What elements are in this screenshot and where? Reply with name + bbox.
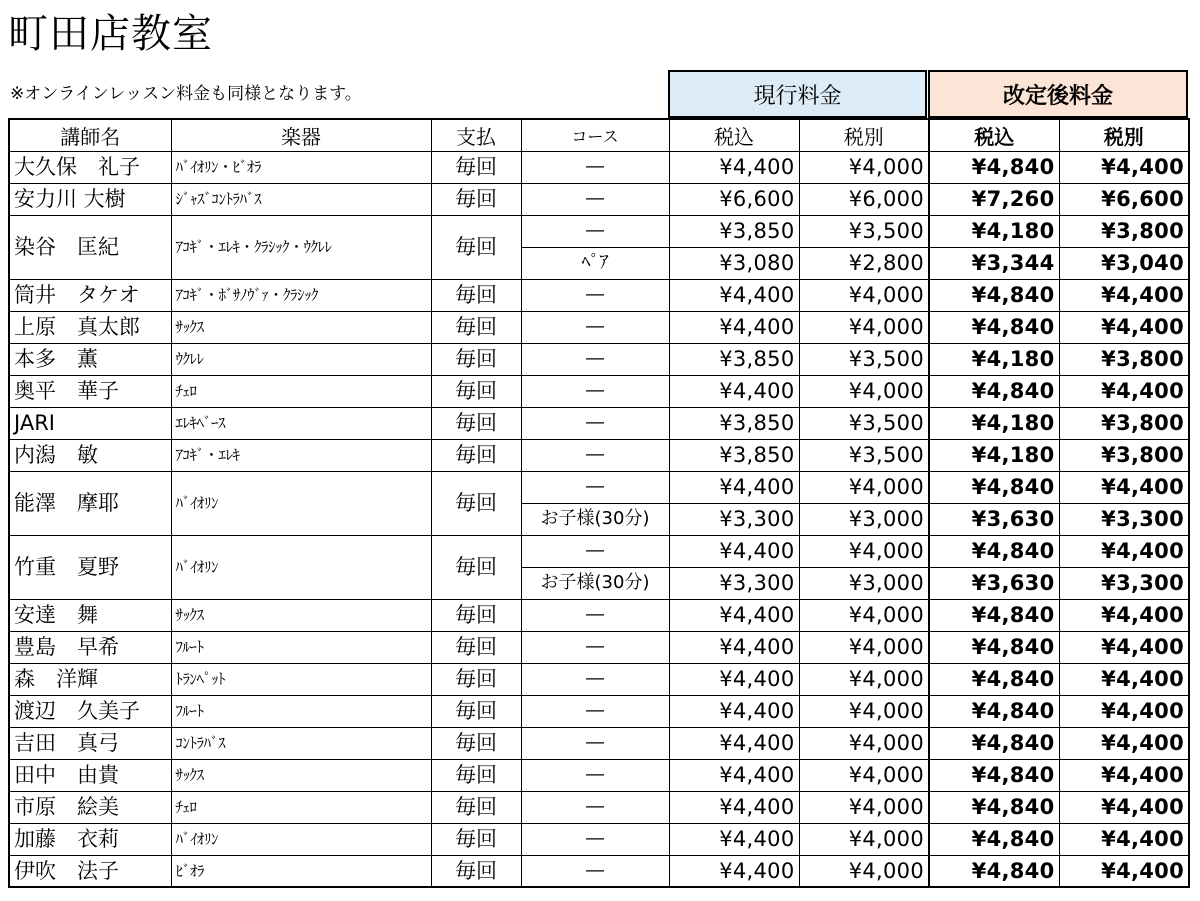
course: ― bbox=[521, 215, 669, 247]
revised-price-tax-excluded: ¥4,400 bbox=[1059, 151, 1189, 183]
table-row bbox=[9, 343, 1189, 375]
current-price-tax-included: ¥4,400 bbox=[669, 535, 799, 567]
current-price-tax-included: ¥3,850 bbox=[669, 439, 799, 471]
table-row bbox=[9, 151, 1189, 183]
instrument: ﾁｪﾛ bbox=[171, 375, 431, 407]
current-price-tax-included: ¥4,400 bbox=[669, 695, 799, 727]
payment-type: 毎回 bbox=[431, 215, 521, 279]
teacher-name: 上原 真太郎 bbox=[9, 311, 171, 343]
table-row bbox=[9, 791, 1189, 823]
course: ― bbox=[521, 183, 669, 215]
course: ― bbox=[521, 311, 669, 343]
page-title: 町田店教室 bbox=[8, 11, 213, 57]
instrument: ﾊﾞｲｵﾘﾝ bbox=[171, 535, 431, 599]
instrument: ｱｺｷﾞ・ﾎﾞｻﾉｳﾞｧ・ｸﾗｼｯｸ bbox=[171, 279, 431, 311]
current-price-tax-included: ¥4,400 bbox=[669, 759, 799, 791]
col-header-revised-tax-ex: 税別 bbox=[1059, 119, 1189, 151]
current-price-tax-excluded: ¥4,000 bbox=[799, 599, 929, 631]
table-row bbox=[9, 631, 1189, 663]
revised-price-tax-included: ¥7,260 bbox=[929, 183, 1059, 215]
teacher-name: JARI bbox=[9, 407, 171, 439]
course: ― bbox=[521, 279, 669, 311]
revised-price-tax-excluded: ¥4,400 bbox=[1059, 759, 1189, 791]
revised-price-tax-excluded: ¥4,400 bbox=[1059, 631, 1189, 663]
instrument: ｱｺｷﾞ・ｴﾚｷ bbox=[171, 439, 431, 471]
course: ﾍﾟｱ bbox=[521, 247, 669, 279]
payment-type: 毎回 bbox=[431, 343, 521, 375]
col-header-revised-tax-in: 税込 bbox=[929, 119, 1059, 151]
course: ― bbox=[521, 343, 669, 375]
current-price-tax-excluded: ¥4,000 bbox=[799, 151, 929, 183]
course: ― bbox=[521, 663, 669, 695]
table-row bbox=[9, 311, 1189, 343]
current-price-tax-included: ¥3,850 bbox=[669, 407, 799, 439]
revised-price-tax-included: ¥4,840 bbox=[929, 535, 1059, 567]
current-price-tax-included: ¥4,400 bbox=[669, 471, 799, 503]
revised-price-tax-included: ¥4,840 bbox=[929, 631, 1059, 663]
table-row bbox=[9, 535, 1189, 567]
course: ― bbox=[521, 151, 669, 183]
instrument: ﾌﾙｰﾄ bbox=[171, 695, 431, 727]
payment-type: 毎回 bbox=[431, 695, 521, 727]
current-price-tax-included: ¥4,400 bbox=[669, 279, 799, 311]
payment-type: 毎回 bbox=[431, 823, 521, 855]
revised-price-tax-included: ¥4,180 bbox=[929, 215, 1059, 247]
revised-price-tax-excluded: ¥3,040 bbox=[1059, 247, 1189, 279]
revised-price-tax-excluded: ¥4,400 bbox=[1059, 791, 1189, 823]
teacher-name: 伊吹 法子 bbox=[9, 855, 171, 887]
table-row bbox=[9, 183, 1189, 215]
current-price-tax-excluded: ¥3,000 bbox=[799, 567, 929, 599]
revised-price-tax-excluded: ¥4,400 bbox=[1059, 823, 1189, 855]
teacher-name: 安達 舞 bbox=[9, 599, 171, 631]
table-row bbox=[9, 215, 1189, 247]
payment-type: 毎回 bbox=[431, 791, 521, 823]
table-row bbox=[9, 375, 1189, 407]
table-row bbox=[9, 759, 1189, 791]
col-header-teacher: 講師名 bbox=[9, 119, 171, 151]
current-price-tax-excluded: ¥4,000 bbox=[799, 855, 929, 887]
revised-price-tax-included: ¥4,840 bbox=[929, 311, 1059, 343]
current-price-tax-excluded: ¥3,000 bbox=[799, 503, 929, 535]
payment-type: 毎回 bbox=[431, 855, 521, 887]
current-price-tax-included: ¥4,400 bbox=[669, 311, 799, 343]
table-row bbox=[9, 823, 1189, 855]
table-row bbox=[9, 407, 1189, 439]
current-price-tax-excluded: ¥3,500 bbox=[799, 439, 929, 471]
current-price-tax-included: ¥3,300 bbox=[669, 503, 799, 535]
current-price-tax-included: ¥3,850 bbox=[669, 215, 799, 247]
instrument: ｼﾞｬｽﾞｺﾝﾄﾗﾊﾞｽ bbox=[171, 183, 431, 215]
col-header-course: コース bbox=[521, 119, 669, 151]
current-fee-header: 現行料金 bbox=[668, 70, 927, 118]
course: ― bbox=[521, 631, 669, 663]
course: ― bbox=[521, 759, 669, 791]
revised-price-tax-excluded: ¥4,400 bbox=[1059, 695, 1189, 727]
revised-price-tax-included: ¥4,840 bbox=[929, 471, 1059, 503]
teacher-name: 筒井 タケオ bbox=[9, 279, 171, 311]
revised-price-tax-excluded: ¥3,300 bbox=[1059, 567, 1189, 599]
instrument: ｻｯｸｽ bbox=[171, 311, 431, 343]
payment-type: 毎回 bbox=[431, 279, 521, 311]
current-price-tax-included: ¥4,400 bbox=[669, 727, 799, 759]
revised-price-tax-included: ¥3,344 bbox=[929, 247, 1059, 279]
current-price-tax-included: ¥4,400 bbox=[669, 599, 799, 631]
payment-type: 毎回 bbox=[431, 311, 521, 343]
payment-type: 毎回 bbox=[431, 727, 521, 759]
revised-price-tax-excluded: ¥4,400 bbox=[1059, 279, 1189, 311]
teacher-name: 市原 絵美 bbox=[9, 791, 171, 823]
course: ― bbox=[521, 599, 669, 631]
revised-price-tax-included: ¥4,840 bbox=[929, 855, 1059, 887]
current-price-tax-excluded: ¥4,000 bbox=[799, 279, 929, 311]
payment-type: 毎回 bbox=[431, 471, 521, 535]
revised-price-tax-excluded: ¥4,400 bbox=[1059, 663, 1189, 695]
course: ― bbox=[521, 695, 669, 727]
course: ― bbox=[521, 439, 669, 471]
current-price-tax-excluded: ¥3,500 bbox=[799, 407, 929, 439]
current-price-tax-included: ¥4,400 bbox=[669, 663, 799, 695]
instrument: ｺﾝﾄﾗﾊﾞｽ bbox=[171, 727, 431, 759]
instrument: ｻｯｸｽ bbox=[171, 759, 431, 791]
current-price-tax-excluded: ¥6,000 bbox=[799, 183, 929, 215]
payment-type: 毎回 bbox=[431, 535, 521, 599]
instrument: ﾊﾞｲｵﾘﾝ・ﾋﾞｵﾗ bbox=[171, 151, 431, 183]
table-row bbox=[9, 471, 1189, 503]
payment-type: 毎回 bbox=[431, 183, 521, 215]
current-price-tax-excluded: ¥4,000 bbox=[799, 471, 929, 503]
teacher-name: 染谷 匡紀 bbox=[9, 215, 171, 279]
current-price-tax-included: ¥4,400 bbox=[669, 823, 799, 855]
current-price-tax-included: ¥4,400 bbox=[669, 151, 799, 183]
revised-price-tax-included: ¥4,180 bbox=[929, 343, 1059, 375]
revised-price-tax-excluded: ¥4,400 bbox=[1059, 855, 1189, 887]
teacher-name: 本多 薫 bbox=[9, 343, 171, 375]
current-price-tax-excluded: ¥4,000 bbox=[799, 823, 929, 855]
teacher-name: 大久保 礼子 bbox=[9, 151, 171, 183]
teacher-name: 田中 由貴 bbox=[9, 759, 171, 791]
current-price-tax-included: ¥3,300 bbox=[669, 567, 799, 599]
table-row bbox=[9, 695, 1189, 727]
teacher-name: 加藤 衣莉 bbox=[9, 823, 171, 855]
current-price-tax-excluded: ¥2,800 bbox=[799, 247, 929, 279]
revised-price-tax-included: ¥4,840 bbox=[929, 375, 1059, 407]
revised-price-tax-excluded: ¥3,800 bbox=[1059, 407, 1189, 439]
table-row bbox=[9, 439, 1189, 471]
revised-price-tax-excluded: ¥4,400 bbox=[1059, 375, 1189, 407]
table-row bbox=[9, 855, 1189, 887]
revised-price-tax-excluded: ¥4,400 bbox=[1059, 535, 1189, 567]
payment-type: 毎回 bbox=[431, 759, 521, 791]
course: ― bbox=[521, 407, 669, 439]
revised-price-tax-excluded: ¥3,800 bbox=[1059, 343, 1189, 375]
table-row bbox=[9, 279, 1189, 311]
revised-price-tax-included: ¥4,840 bbox=[929, 279, 1059, 311]
col-header-current-tax-in: 税込 bbox=[669, 119, 799, 151]
instrument: ｻｯｸｽ bbox=[171, 599, 431, 631]
current-price-tax-excluded: ¥3,500 bbox=[799, 215, 929, 247]
course: ― bbox=[521, 727, 669, 759]
teacher-name: 森 洋輝 bbox=[9, 663, 171, 695]
current-price-tax-included: ¥4,400 bbox=[669, 791, 799, 823]
course: お子様(30分) bbox=[521, 503, 669, 535]
instrument: ﾊﾞｲｵﾘﾝ bbox=[171, 471, 431, 535]
revised-price-tax-excluded: ¥3,300 bbox=[1059, 503, 1189, 535]
instrument: ﾄﾗﾝﾍﾟｯﾄ bbox=[171, 663, 431, 695]
instrument: ﾊﾞｲｵﾘﾝ bbox=[171, 823, 431, 855]
teacher-name: 内潟 敏 bbox=[9, 439, 171, 471]
current-price-tax-included: ¥3,850 bbox=[669, 343, 799, 375]
col-header-instrument: 楽器 bbox=[171, 119, 431, 151]
revised-price-tax-excluded: ¥4,400 bbox=[1059, 471, 1189, 503]
revised-price-tax-included: ¥4,840 bbox=[929, 695, 1059, 727]
revised-price-tax-included: ¥3,630 bbox=[929, 567, 1059, 599]
current-price-tax-excluded: ¥3,500 bbox=[799, 343, 929, 375]
revised-price-tax-excluded: ¥3,800 bbox=[1059, 439, 1189, 471]
payment-type: 毎回 bbox=[431, 151, 521, 183]
current-price-tax-excluded: ¥4,000 bbox=[799, 375, 929, 407]
col-header-current-tax-ex: 税別 bbox=[799, 119, 929, 151]
revised-price-tax-included: ¥4,840 bbox=[929, 599, 1059, 631]
current-price-tax-included: ¥4,400 bbox=[669, 855, 799, 887]
current-price-tax-excluded: ¥4,000 bbox=[799, 791, 929, 823]
course: ― bbox=[521, 855, 669, 887]
teacher-name: 能澤 摩耶 bbox=[9, 471, 171, 535]
current-price-tax-excluded: ¥4,000 bbox=[799, 727, 929, 759]
current-price-tax-included: ¥6,600 bbox=[669, 183, 799, 215]
current-price-tax-included: ¥4,400 bbox=[669, 631, 799, 663]
fee-table-body bbox=[9, 151, 1189, 887]
column-header-row bbox=[9, 119, 1189, 151]
revised-price-tax-included: ¥4,840 bbox=[929, 791, 1059, 823]
payment-type: 毎回 bbox=[431, 599, 521, 631]
course: ― bbox=[521, 471, 669, 503]
revised-price-tax-included: ¥4,840 bbox=[929, 727, 1059, 759]
table-row bbox=[9, 663, 1189, 695]
instrument: ｱｺｷﾞ・ｴﾚｷ・ｸﾗｼｯｸ・ｳｸﾚﾚ bbox=[171, 215, 431, 279]
revised-price-tax-excluded: ¥3,800 bbox=[1059, 215, 1189, 247]
revised-price-tax-included: ¥4,840 bbox=[929, 823, 1059, 855]
revised-price-tax-included: ¥4,840 bbox=[929, 759, 1059, 791]
current-price-tax-included: ¥3,080 bbox=[669, 247, 799, 279]
course: お子様(30分) bbox=[521, 567, 669, 599]
payment-type: 毎回 bbox=[431, 375, 521, 407]
table-row bbox=[9, 727, 1189, 759]
teacher-name: 豊島 早希 bbox=[9, 631, 171, 663]
teacher-name: 竹重 夏野 bbox=[9, 535, 171, 599]
course: ― bbox=[521, 535, 669, 567]
table-row bbox=[9, 599, 1189, 631]
teacher-name: 吉田 真弓 bbox=[9, 727, 171, 759]
current-price-tax-excluded: ¥4,000 bbox=[799, 311, 929, 343]
instrument: ﾋﾞｵﾗ bbox=[171, 855, 431, 887]
instrument: ｳｸﾚﾚ bbox=[171, 343, 431, 375]
course: ― bbox=[521, 375, 669, 407]
instrument: ｴﾚｷﾍﾞｰｽ bbox=[171, 407, 431, 439]
revised-price-tax-included: ¥4,180 bbox=[929, 407, 1059, 439]
instrument: ﾌﾙｰﾄ bbox=[171, 631, 431, 663]
payment-type: 毎回 bbox=[431, 631, 521, 663]
teacher-name: 渡辺 久美子 bbox=[9, 695, 171, 727]
fee-table bbox=[8, 118, 1190, 888]
current-price-tax-excluded: ¥4,000 bbox=[799, 535, 929, 567]
revised-price-tax-excluded: ¥4,400 bbox=[1059, 727, 1189, 759]
payment-type: 毎回 bbox=[431, 663, 521, 695]
current-price-tax-excluded: ¥4,000 bbox=[799, 631, 929, 663]
course: ― bbox=[521, 791, 669, 823]
current-price-tax-included: ¥4,400 bbox=[669, 375, 799, 407]
online-lesson-note: ※オンラインレッスン料金も同様となります。 bbox=[10, 84, 362, 104]
col-header-payment: 支払 bbox=[431, 119, 521, 151]
teacher-name: 安力川 大樹 bbox=[9, 183, 171, 215]
revised-fee-header: 改定後料金 bbox=[928, 70, 1188, 118]
instrument: ﾁｪﾛ bbox=[171, 791, 431, 823]
revised-price-tax-excluded: ¥4,400 bbox=[1059, 599, 1189, 631]
course: ― bbox=[521, 823, 669, 855]
revised-price-tax-excluded: ¥4,400 bbox=[1059, 311, 1189, 343]
revised-price-tax-included: ¥3,630 bbox=[929, 503, 1059, 535]
current-price-tax-excluded: ¥4,000 bbox=[799, 663, 929, 695]
current-price-tax-excluded: ¥4,000 bbox=[799, 759, 929, 791]
teacher-name: 奥平 華子 bbox=[9, 375, 171, 407]
payment-type: 毎回 bbox=[431, 439, 521, 471]
revised-price-tax-included: ¥4,840 bbox=[929, 663, 1059, 695]
payment-type: 毎回 bbox=[431, 407, 521, 439]
current-price-tax-excluded: ¥4,000 bbox=[799, 695, 929, 727]
revised-price-tax-included: ¥4,840 bbox=[929, 151, 1059, 183]
revised-price-tax-excluded: ¥6,600 bbox=[1059, 183, 1189, 215]
revised-price-tax-included: ¥4,180 bbox=[929, 439, 1059, 471]
